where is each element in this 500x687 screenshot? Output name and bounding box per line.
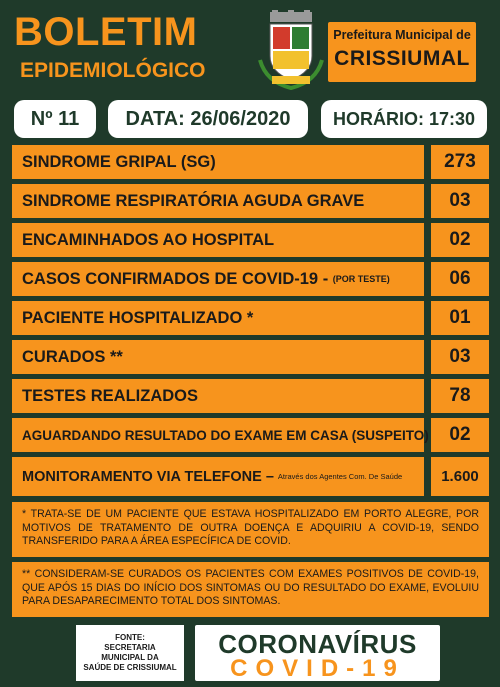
row-label-monitoramento: MONITORAMENTO VIA TELEFONE – Através dos Agentes Com. De Saúde	[12, 457, 424, 496]
footnote-hospitalizado: * TRATA-SE DE UM PACIENTE QUE ESTAVA HOSPITALIZADO EM PORTO ALEGRE, POR MOTIVOS DE TRATAMENTO DE OUTRA DOENÇA E ADQUIRIU A COVID-19, SENDO TRANSFERIDO PARA A ÁREA ESPECÍFICA DE COVID.	[12, 502, 489, 557]
source-line-3: MUNICIPAL DA	[101, 653, 159, 662]
page-title: BOLETIM	[14, 10, 198, 54]
monitoramento-note: Através dos Agentes Com. De Saúde	[277, 472, 403, 481]
prefeitura-label: Prefeitura Municipal de	[333, 28, 471, 42]
row-value-aguardando: 02	[431, 418, 489, 452]
source-box	[76, 625, 184, 681]
bulletin-time: HORÁRIO: 17:30	[321, 100, 487, 138]
row-label-encaminhados: ENCAMINHADOS AO HOSPITAL	[12, 223, 424, 257]
coronavirus-banner	[195, 625, 440, 681]
bulletin-date: DATA: 26/06/2020	[108, 100, 308, 138]
row-label-curados: CURADOS **	[12, 340, 424, 374]
row-value-encaminhados: 02	[431, 223, 489, 257]
row-label-casos-confirmados: CASOS CONFIRMADOS DE COVID-19 - (POR TESTE)	[12, 262, 424, 296]
row-value-monitoramento: 1.600	[431, 457, 489, 496]
row-value-curados: 03	[431, 340, 489, 374]
row-label-srag: SINDROME RESPIRATÓRIA AGUDA GRAVE	[12, 184, 424, 218]
row-label-sindrome-gripal: SINDROME GRIPAL (SG)	[12, 145, 424, 179]
row-value-hospitalizado: 01	[431, 301, 489, 335]
prefeitura-badge	[328, 22, 476, 82]
row-label-testes: TESTES REALIZADOS	[12, 379, 424, 413]
footnote-curados: ** CONSIDERAM-SE CURADOS OS PACIENTES COM EXAMES POSITIVOS DE COVID-19, QUE APÓS 15 DIAS DO INÍCIO DOS SINTOMAS OU DO RESULTADO DO EXAME, EVOLUIU PARA DESAPARECIMENTO TOTAL DOS SINTOMAS.	[12, 562, 489, 617]
source-label: FONTE:	[115, 633, 145, 642]
row-label-aguardando: AGUARDANDO RESULTADO DO EXAME EM CASA (SUSPEITO)	[12, 418, 424, 452]
row-value-srag: 03	[431, 184, 489, 218]
coronavirus-title: CORONAVÍRUS	[218, 629, 417, 659]
row-label-hospitalizado: PACIENTE HOSPITALIZADO *	[12, 301, 424, 335]
covid-title: COVID-19	[230, 655, 405, 682]
casos-confirmados-note: (POR TESTE)	[332, 274, 390, 284]
municipal-crest-icon	[258, 10, 324, 90]
bulletin-number: Nº 11	[14, 100, 96, 138]
source-line-2: SECRETARIA	[104, 643, 156, 652]
city-name: CRISSIUMAL	[334, 47, 470, 70]
page-subtitle: EPIDEMIOLÓGICO	[20, 59, 206, 82]
row-value-testes: 78	[431, 379, 489, 413]
source-line-4: SAÚDE DE CRISSIUMAL	[83, 663, 177, 672]
row-value-sindrome-gripal: 273	[431, 145, 489, 179]
row-value-casos-confirmados: 06	[431, 262, 489, 296]
